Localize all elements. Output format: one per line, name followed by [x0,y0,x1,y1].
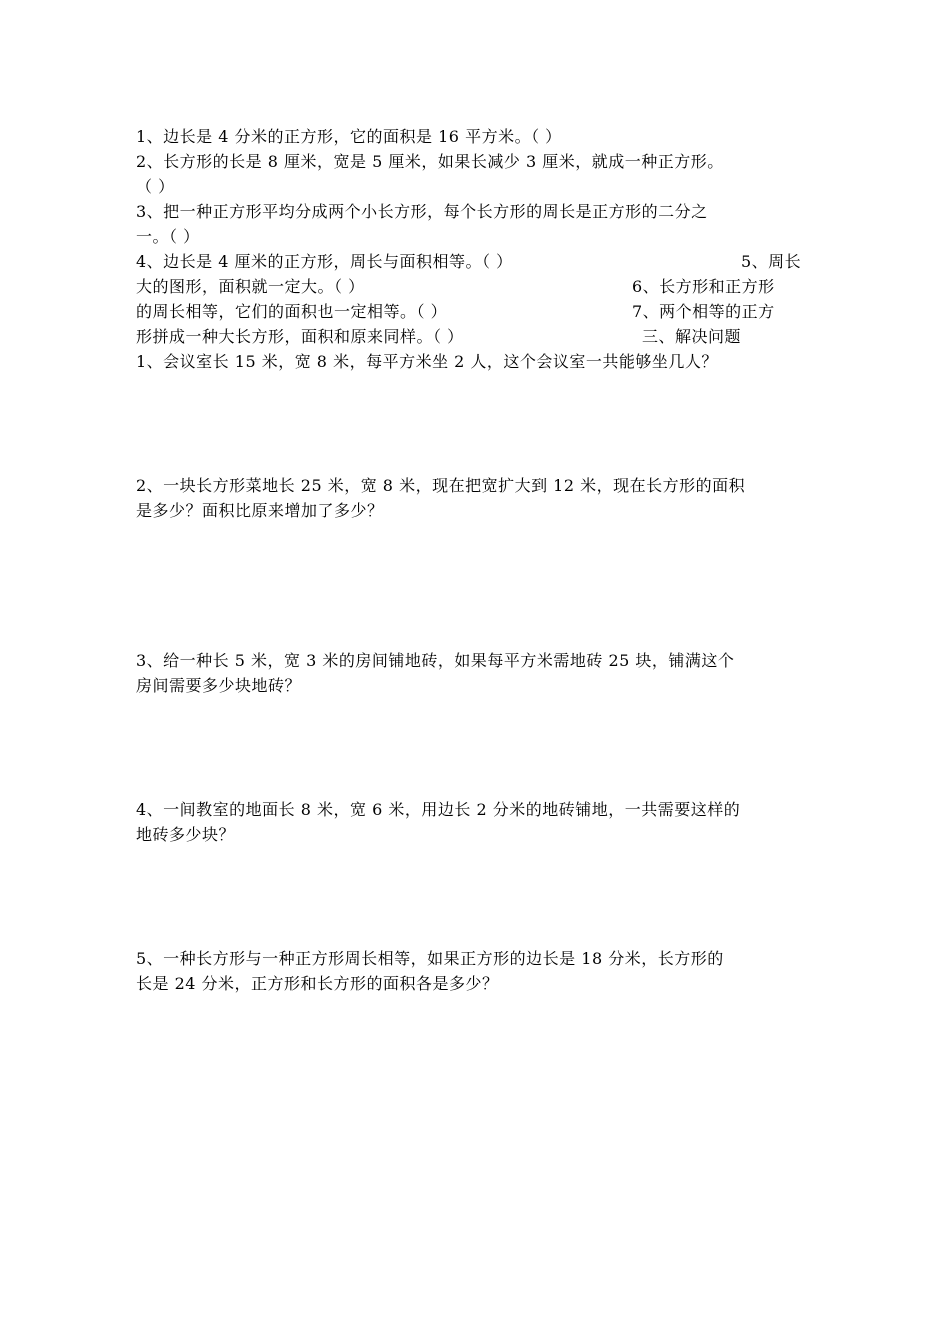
problem-5-line1: 5、一种长方形与一种正方形周长相等，如果正方形的边长是 18 分米，长方形的 [136,949,724,968]
judgement-q4: 4、边长是 4 厘米的正方形，周长与面积相等。（ ） [136,252,513,271]
problem-1: 1、会议室长 15 米，宽 8 米，每平方米坐 2 人，这个会议室一共能够坐几人？ [136,352,718,371]
problem-2-line1: 2、一块长方形菜地长 25 米，宽 8 米，现在把宽扩大到 12 米，现在长方形的面积 [136,476,746,495]
judgement-row-q7-section [136,324,816,349]
judgement-q2-line1: 2、长方形的长是 8 厘米，宽是 5 厘米，如果长减少 3 厘米，就成一种正方形。 [136,152,724,171]
judgement-q6-part1: 6、长方形和正方形 [632,277,775,296]
judgement-row-q6-q7 [136,299,816,324]
judgement-q5-part2: 大的图形，面积就一定大。（ ） [136,277,365,296]
judgement-q3-line2: 一。（ ） [136,227,200,246]
problem-3-line1: 3、给一种长 5 米，宽 3 米的房间铺地砖，如果每平方米需地砖 25 块，铺满这个 [136,651,735,670]
judgement-q2-line2: （ ） [136,177,175,196]
judgement-q6-part2: 的周长相等，它们的面积也一定相等。（ ） [136,302,448,321]
judgement-q3-line1: 3、把一种正方形平均分成两个小长方形，每个长方形的周长是正方形的二分之 [136,202,708,221]
problem-3 [136,648,816,698]
problem-4 [136,797,816,847]
problem-5-line2: 长是 24 分米，正方形和长方形的面积各是多少？ [136,974,499,993]
problem-3-line2: 房间需要多少块地砖？ [136,676,302,695]
problem-2-line2: 是多少？面积比原来增加了多少？ [136,501,384,520]
problem-5 [136,946,816,996]
problem-4-line2: 地砖多少块？ [136,825,236,844]
judgement-q1: 1、边长是 4 分米的正方形，它的面积是 16 平方米。（ ） [136,127,562,146]
judgement-q5-part1: 5、周长 [741,252,802,271]
judgement-q7-part1: 7、两个相等的正方 [632,302,775,321]
problem-4-line1: 4、一间教室的地面长 8 米，宽 6 米，用边长 2 分米的地砖铺地，一共需要这样的 [136,800,741,819]
judgement-q7-part2: 形拼成一种大长方形，面积和原来同样。（ ） [136,327,464,346]
problem-2 [136,473,816,523]
judgement-section [136,124,816,374]
section-title: 三、解决问题 [642,327,742,346]
judgement-row-q4-q5 [136,249,816,274]
judgement-row-q5-q6 [136,274,816,299]
